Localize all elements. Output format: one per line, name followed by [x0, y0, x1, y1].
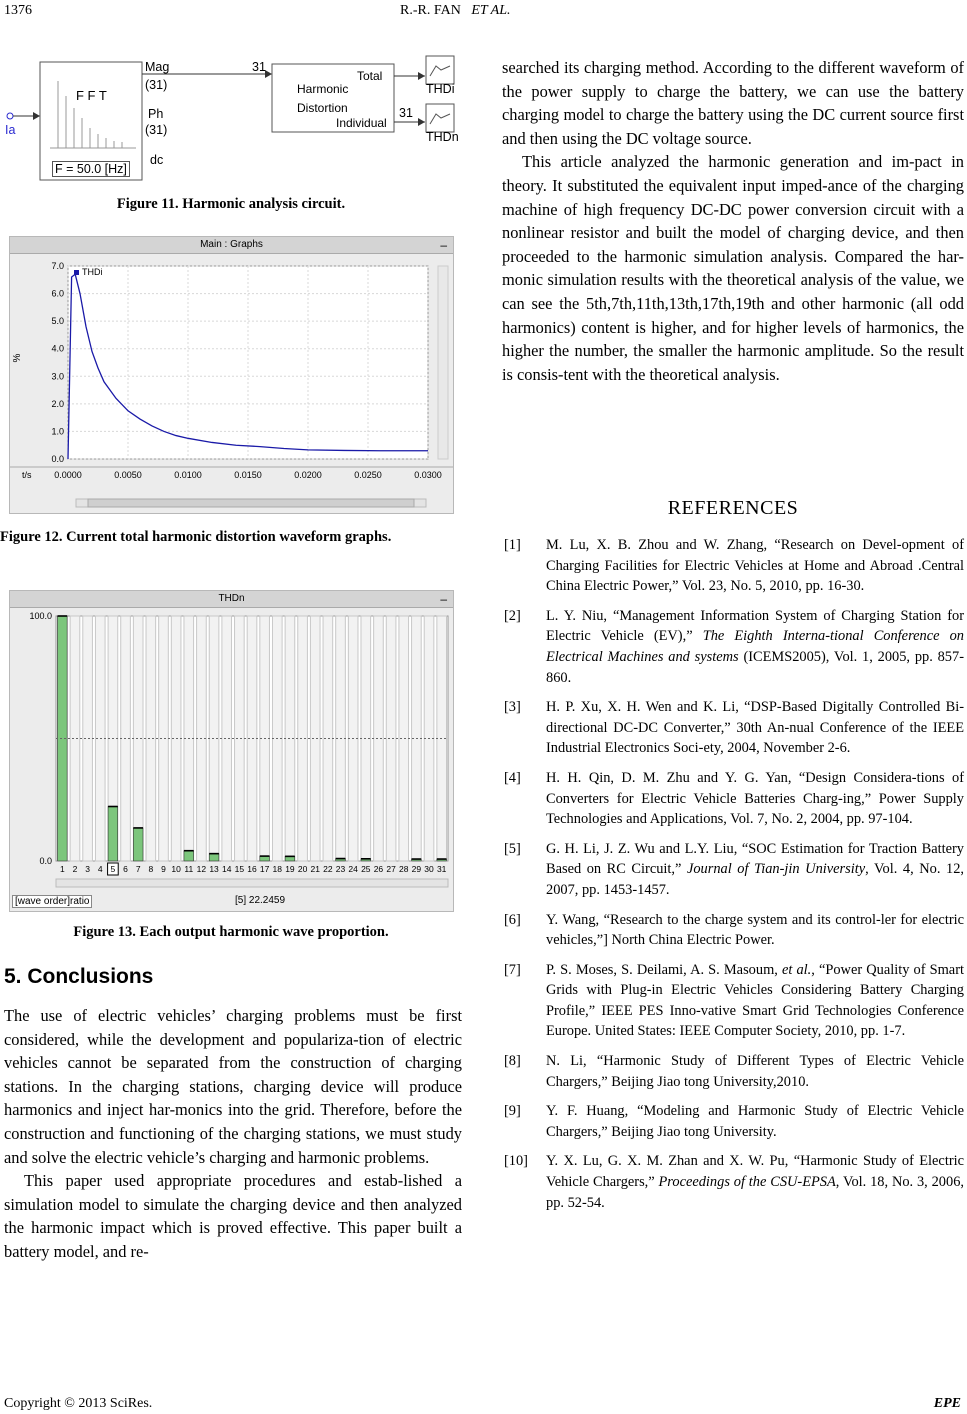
reference-item: [504, 535, 964, 597]
reference-item: [504, 910, 964, 951]
reference-number: [9]: [504, 1103, 521, 1120]
y-tick-label: 0.0: [51, 454, 64, 464]
legend-label: THDi: [82, 267, 103, 277]
y-tick-label: 6.0: [51, 288, 64, 299]
wire-label-bottom: 31: [399, 106, 413, 120]
conclusions-heading: 5. Conclusions: [4, 965, 154, 988]
category-label: 18: [272, 864, 283, 874]
category-label: 20: [297, 864, 308, 874]
bar-slot: [222, 616, 232, 861]
category-label: 29: [411, 864, 422, 874]
y-tick-label: 4.0: [51, 343, 64, 354]
reference-text: M. Lu, X. B. Zhou and W. Zhang, “Research on Devel-opment of Charging Facilities for Electric Vehicles at Home and Abroad .Central China Electric Power,” Vol. 23, No. 5, 2010, pp. 16-30.: [546, 537, 964, 595]
vertical-scrollbar: [438, 266, 448, 459]
figure-12-window-title: Main : Graphs: [200, 239, 263, 250]
reference-text-tail: , “Power Quality of Smart Grids with Plug-in Electric Vehicles Considering Battery Charging Profile,” IEEE PES Inno-vative Smart Grid Technologies Conference Europe. United States: IEEE Computer Society, 2010, pp. 1-7.: [546, 961, 964, 1040]
reference-text: G. H. Li, J. Z. Wu and L.Y. Liu, “SOC Estimation for Traction Battery Based on RC Circuit,”: [546, 840, 964, 878]
page-number: 1376: [4, 3, 32, 18]
reference-italic: Proceedings of the CSU-EPSA: [658, 1174, 836, 1191]
freq-label: F = 50.0 [Hz]: [52, 161, 130, 177]
category-label: 25: [361, 864, 371, 874]
x-tick-label: 0.0150: [234, 470, 262, 480]
y-tick-label: 3.0: [51, 371, 64, 382]
category-label: 9: [161, 864, 166, 874]
category-label: 28: [399, 864, 409, 874]
reference-italic: The Eighth Interna-tional Conference on Electrical Machines and systems: [546, 628, 964, 665]
category-label: 16: [247, 864, 257, 874]
category-label: 21: [310, 864, 320, 874]
category-label: 12: [196, 864, 207, 874]
dc-label: dc: [150, 153, 164, 167]
references-list: [504, 535, 964, 1222]
figure-11: [0, 46, 470, 196]
conclusions-p4: This article analyzed the harmonic generation and im-pact in theory. It substituted the equivalent input imped-ance of the charging machine of high frequency DC-DC power conversion circuit with a nonlinear resistor and built the model of charging device, and then proceeded to the harmonic simulation analysis. Compared the har-monic simulation results with the theoretical analysis of the value, we can see the 5th,7th,11th,13th,17th,19th and other harmonic (all odd harmonics) content is higher, and for higher levels of harmonics, the higher the number, the smaller the harmonic amplitude. So the result is consis-tent with the theoretical analysis.: [502, 152, 964, 384]
category-label: 22: [323, 864, 333, 874]
footer-left-label: [wave order]ratio: [12, 895, 92, 908]
y-tick-label: 5.0: [51, 316, 64, 327]
reference-number: [6]: [504, 911, 521, 928]
reference-text: H. P. Xu, X. H. Wen and K. Li, “DSP-Based Digitally Controlled Bi-directional DC-DC Converter,” 30th An-nual Conference of the IEEE Industrial Electronics Soci-ety, 2004, November 2-6.: [546, 699, 964, 757]
category-label: 31: [436, 864, 447, 874]
mag-count: (31): [145, 78, 168, 92]
thdi-line-chart: [10, 254, 453, 512]
running-head-authors: R.-R. FAN: [400, 3, 461, 18]
category-label: 14: [221, 864, 232, 874]
category-label: 7: [135, 864, 141, 874]
thdn-bar-chart: [10, 608, 453, 892]
scrollbar-thumb: [88, 499, 414, 507]
reference-item: [504, 1101, 964, 1142]
reference-item: [504, 606, 964, 688]
fft-label: F F T: [76, 88, 107, 103]
reference-text-tail: (ICEMS2005), Vol. 1, 2005, pp. 857-860.: [546, 648, 964, 686]
harmonic-bar: [184, 851, 194, 861]
reference-number: [7]: [504, 961, 521, 978]
harmonic-bar: [133, 828, 143, 861]
block-line1: Harmonic: [297, 82, 349, 96]
category-label: 17: [259, 864, 270, 874]
reference-item: [504, 768, 964, 830]
input-label: Ia: [5, 123, 16, 137]
wire-label-top: 31: [252, 60, 266, 74]
y-axis-label: %: [12, 353, 23, 363]
individual-label: Individual: [336, 116, 387, 130]
reference-number: [4]: [504, 769, 521, 786]
reference-text: L. Y. Niu, “Management Information System of Charging Station for Electric Vehicle (EV),”: [546, 607, 964, 645]
bar-slot: [70, 616, 80, 861]
bar-slot: [235, 616, 245, 861]
conclusions-p3: searched its charging method. According to the different waveform of the power supply to charge the battery, we can use the battery charging model to charge the battery using the DC current source first and then using the DC voltage source.: [502, 58, 964, 148]
running-head: [400, 3, 510, 19]
figure-12-caption: Figure 12. Current total harmonic distortion waveform graphs.: [0, 529, 392, 545]
legend-swatch: [74, 270, 79, 275]
reference-text: H. H. Qin, D. M. Zhu and Y. G. Yan, “Design Considera-tions of Converters for Electric Vehicle Batteries Charg-ing,” Power Supply Technologies and Applications, Vol. 7, No. 2, 2004, pp. 97-104.: [546, 769, 964, 828]
category-label: 27: [386, 864, 396, 874]
category-label: 10: [171, 864, 181, 874]
category-label: 3: [85, 864, 90, 874]
bar-slot: [310, 616, 320, 861]
category-label: 30: [424, 864, 434, 874]
ph-count: (31): [145, 123, 168, 137]
x-tick-label: 0.0100: [174, 470, 202, 480]
reference-number: [1]: [504, 537, 521, 553]
mag-label: Mag: [145, 60, 170, 74]
y-tick-label: 100.0: [29, 611, 52, 621]
y-tick-label: 0.0: [39, 856, 52, 866]
figure-11-caption: Figure 11. Harmonic analysis circuit.: [116, 196, 346, 212]
x-tick-label: 0.0250: [354, 470, 382, 480]
category-label: 5: [110, 864, 116, 874]
reference-number: [5]: [504, 840, 521, 857]
block-line2: Distortion: [297, 101, 348, 115]
reference-number: [8]: [504, 1053, 521, 1070]
bar-slot: [386, 616, 396, 861]
reference-item: [504, 960, 964, 1042]
figure-13-window-title: THDn: [218, 593, 245, 604]
copyright: Copyright © 2013 SciRes.: [4, 1396, 153, 1411]
conclusions-left-column: [4, 1004, 462, 1264]
category-label: 8: [148, 864, 154, 874]
x-tick-label: 0.0000: [54, 470, 82, 480]
footer-selected-value: [5] 22.2459: [235, 895, 286, 906]
reference-italic: Journal of Tian-jin University: [686, 861, 866, 878]
reference-number: [3]: [504, 699, 521, 716]
ph-label: Ph: [148, 107, 164, 121]
category-label: 26: [373, 864, 384, 874]
category-label: 19: [285, 864, 295, 874]
x-tick-label: 0.0050: [114, 470, 142, 480]
x-tick-label: 0.0200: [294, 470, 322, 480]
reference-text: P. S. Moses, S. Deilami, A. S. Masoum,: [546, 961, 782, 978]
references-heading: REFERENCES: [667, 497, 799, 519]
category-label: 6: [123, 864, 128, 874]
thdi-label: THDi: [426, 82, 455, 96]
category-label: 1: [59, 864, 65, 874]
minimize-icon[interactable]: –: [440, 592, 447, 606]
reference-text: Y. Wang, “Research to the charge system and its control-ler for electric vehicles,”] North China Electric Power.: [546, 911, 964, 949]
bar-slot: [146, 616, 156, 861]
reference-text: Y. X. Lu, G. X. M. Zhan and X. W. Pu, “Harmonic Study of Electric Vehicle Chargers,”: [546, 1153, 964, 1191]
category-label: 2: [72, 864, 78, 874]
figure-13-caption: Figure 13. Each output harmonic wave proportion.: [73, 924, 389, 940]
minimize-icon[interactable]: –: [440, 238, 447, 252]
running-head-etal: ET AL.: [471, 3, 511, 18]
total-label: Total: [357, 69, 383, 83]
reference-text: N. Li, “Harmonic Study of Different Types of Electric Vehicle Chargers,” Beijing Jiao tong University,2010.: [546, 1053, 964, 1090]
category-label: 11: [184, 864, 194, 874]
figure-13-titlebar: [10, 591, 453, 608]
y-tick-label: 1.0: [51, 426, 64, 437]
reference-number: [10]: [504, 1153, 528, 1170]
reference-number: [2]: [504, 607, 521, 624]
x-tick-label: 0.0300: [414, 470, 442, 480]
conclusions-right-column: [502, 56, 964, 386]
journal-abbrev: EPE: [933, 1396, 961, 1411]
reference-item: [504, 697, 964, 759]
reference-text-tail: , Vol. 4, No. 12, 2007, pp. 1453-1457.: [546, 861, 964, 898]
figure-13-window: [9, 590, 454, 912]
horizontal-scrollbar: [56, 879, 448, 887]
reference-italic: et al.: [781, 961, 812, 978]
category-label: 15: [234, 864, 245, 874]
x-axis-label: t/s: [22, 470, 32, 480]
harmonic-bar: [209, 854, 219, 861]
y-tick-label: 2.0: [51, 398, 64, 409]
figure-12-window: [9, 236, 454, 514]
y-tick-label: 7.0: [51, 261, 64, 271]
reference-text: Y. F. Huang, “Modeling and Harmonic Study of Electric Vehicle Chargers,” Beijing Jiao tong University.: [546, 1103, 964, 1140]
category-label: 13: [209, 864, 219, 874]
reference-text-tail: , Vol. 18, No. 3, 2006, pp. 52-54.: [546, 1174, 964, 1211]
category-label: 4: [97, 864, 103, 874]
thdn-label: THDn: [426, 130, 459, 144]
conclusions-p1: The use of electric vehicles’ charging problems must be first considered, while the development and populariza-tion of electric vehicles cannot be separated from the construction of charging stations. In the charging stations, charging device will produce harmonics and inject har-monics into the grid. Therefore, before the construction and functioning of the charging stations, we must study and solve the electric vehicle’s charging and harmonic problems.: [4, 1006, 462, 1167]
reference-item: [504, 1151, 964, 1213]
harmonic-bar: [108, 806, 118, 861]
figure-12-titlebar: [10, 237, 453, 254]
conclusions-p2: This paper used appropriate procedures and estab-lished a simulation model to simulate the charging device and then analyzed the harmonic impact which is proved effective. This paper built a battery model, and re-: [4, 1171, 462, 1261]
category-label: 24: [348, 864, 358, 874]
category-label: 23: [335, 864, 346, 874]
reference-item: [504, 839, 964, 901]
reference-item: [504, 1051, 964, 1092]
